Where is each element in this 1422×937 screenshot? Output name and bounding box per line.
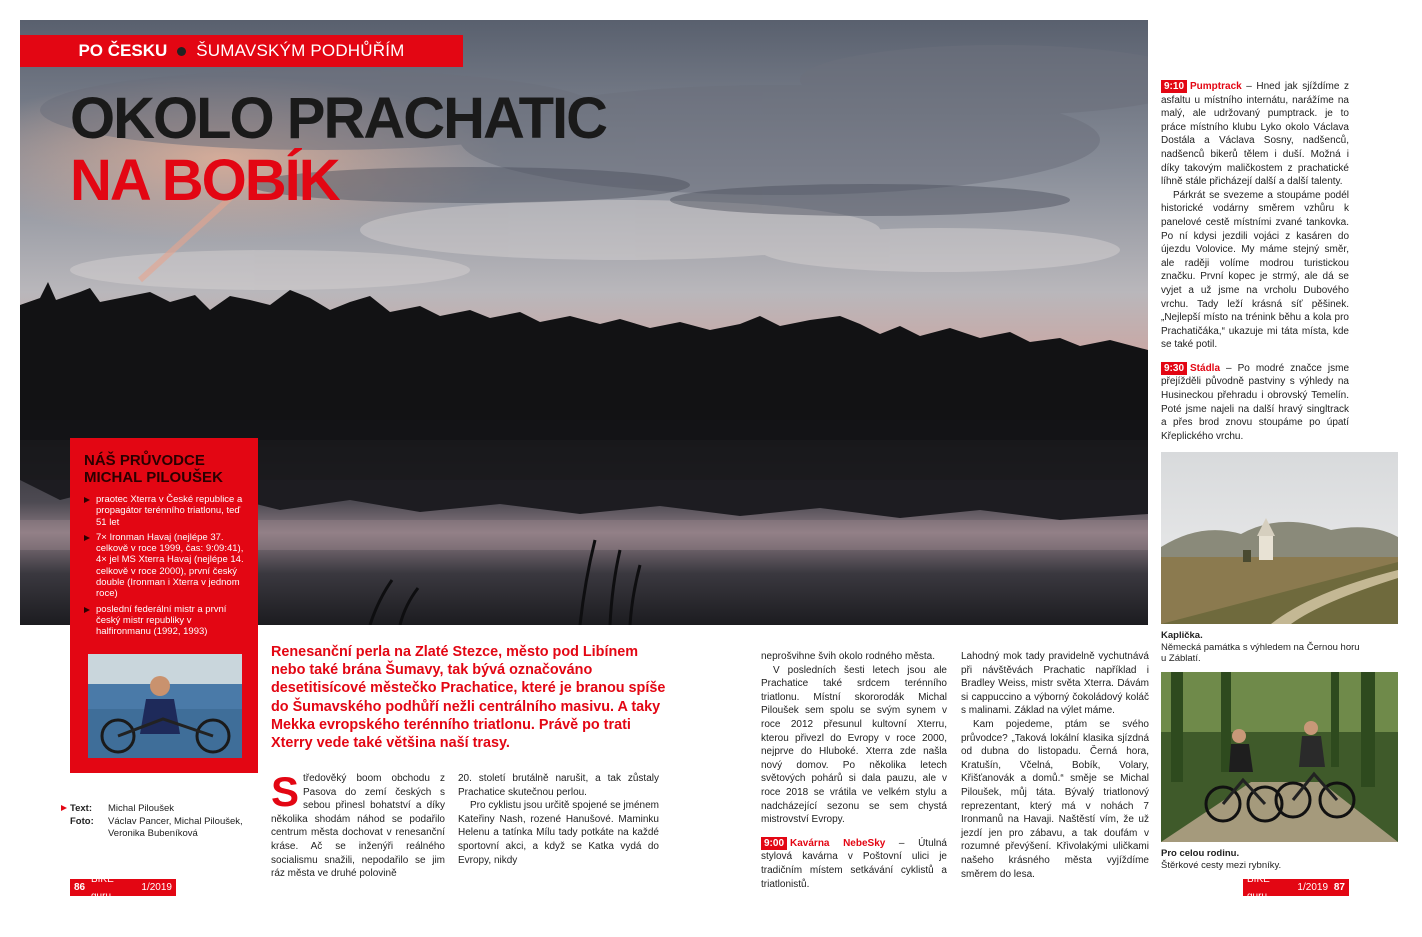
credits-photo-value: Václav Pancer, Michal Piloušek, Veronika Bubeníková: [108, 815, 243, 839]
section-kavarna: [761, 837, 947, 891]
caption-title: Pro celou rodinu.: [1161, 848, 1240, 859]
footer-right: [1243, 873, 1349, 902]
headline-line2: NA BOBÍK: [70, 148, 339, 213]
page-number-right: 87: [1333, 882, 1345, 893]
body-text: Kam pojedeme, ptám se svého průvodce? „Taková lokální klasika sjízdná od dubna do listopadu. Černá hora, Kratušín, Včelná, Bobík, Volary, Křišťanovák a domů.“ směje se Michal Piloušek, můj táta. Bývalý triatlonový reprezentant, který má v nohách 7 Ironmanů na Havaji. Naštěstí vím, že už jezdí jen pro zábavu, a tak doufám v rozumné převýšení. Křivolakými uličkami našeho krásného města vyjíždíme směrem do lesa.: [961, 718, 1149, 880]
guide-title-line2: MICHAL PILOUŠEK: [84, 469, 223, 486]
dropcap: S: [271, 768, 300, 815]
magazine-name-left: BIKE guru: [90, 873, 114, 902]
chapel-photo: [1161, 452, 1398, 624]
section-text: – Útulná stylová kavárna v Poštovní ulici je tradičním místem setkávání cyklistů a triatlonistů.: [761, 837, 947, 890]
guide-title: [84, 452, 246, 486]
guide-box: [70, 438, 258, 773]
body-column-4: [961, 650, 1149, 881]
magazine-name-right: BIKE guru: [1247, 873, 1270, 902]
chapel-caption: [1161, 630, 1361, 665]
credits-photo-row: [70, 816, 260, 841]
section-title: Stádla: [1190, 362, 1221, 374]
guide-item: poslední federální mistr a první český mistr republiky v halfironmanu (1992, 1993): [84, 604, 246, 638]
cyclists-caption: [1161, 848, 1381, 871]
section-text: – Hned jak sjíždíme z asfaltu u místního internátu, narážíme na malý, ale udržovaný pumptrack. je to práce místního klubu Lyko okolo Václava Dostála a Václava Sosny, nadšenců, nadšenců bikerů tělem i duší. Možná i díky takovým maličkostem z prachatické líhně stále přicházejí další a další talenty.: [1161, 81, 1349, 188]
section-text: – Po modré značce jsme přejížděli původně pastviny s výhledy na Husineckou přehradu i obrovský Temelín. Poté jsme najeli na další hravý singltrack a přes brod znovu stoupáme po úpatí Křeplického vrchu.: [1161, 362, 1349, 442]
body-text: Párkrát se svezeme a stoupáme podél historické vodárny směrem vzhůru k panelové cestě místními zvané tankovka. Po ní kdysi jezdili vojáci z kasáren do újezdu Volovice. My máme stejný směr, ale raději volíme modrou turistickou značku. První kopec je strmý, ale dá se vyjet a už jsme na vrcholu Dubového vrchu. Tady leží krásná síť pěšinek. „Nejlepší místo na trénink běhu a kola pro Prachatičáka,“ ukazuje mi táta místa, kde se také potil.: [1161, 189, 1349, 351]
headline: [70, 88, 770, 212]
headline-line1: OKOLO PRACHATIC: [70, 86, 607, 151]
body-column-2: [458, 772, 659, 867]
time-badge: 9:10: [1161, 80, 1187, 93]
credits-text-value: Michal Piloušek: [108, 803, 174, 814]
issue-right: 1/2019: [1297, 882, 1329, 893]
section-sub: ŠUMAVSKÝM PODHŮŘÍM: [196, 41, 405, 60]
body-text: Pro cyklistu jsou určitě spojené se jménem Kateřiny Nash, rozené Hanušové. Maminku Helenu a tatínka Mílu tady potkáte na každé sportovní akci, a když se Katka vydá do Evropy, nikdy: [458, 800, 659, 866]
section-main: PO ČESKU: [78, 41, 168, 60]
caption-text: Štěrkové cesty mezi rybníky.: [1161, 859, 1282, 871]
guide-item: praotec Xterra v České republice a propagátor terénního triatlonu, teď 51 let: [84, 494, 246, 528]
body-text: neprošvihne švih okolo rodného města.: [761, 651, 935, 662]
body-column-5: [1161, 80, 1349, 443]
guide-portrait-photo: [88, 654, 242, 758]
section-stadla: [1161, 362, 1349, 444]
time-badge: 9:30: [1161, 362, 1187, 375]
time-badge: 9:00: [761, 837, 787, 850]
section-dot-icon: [177, 47, 186, 56]
body-text: tředověký boom obchodu z Pasova do zemí českých s sebou přinesl bohatství a díky několika shodám náhod se podařilo centrum města dochovat v renesanční kráse. Ač se inženýři reálného socialismu snažili, nepodařilo se jim ráz města ve druhé polovině: [271, 773, 445, 880]
credits-photo-label: Foto:: [70, 815, 94, 827]
caption-title: Kaplička.: [1161, 630, 1203, 641]
guide-list: [84, 494, 246, 638]
body-text: Lahodný mok tady pravidelně vychutnává při návštěvách Prachatic například i Bradley Weiss, mistr světa Xterra. Dávám si cappuccino a výborný čokoládový koláč s malinami. Základ na výlet máme.: [961, 651, 1149, 717]
issue-left: 1/2019: [141, 882, 172, 893]
section-title: Pumptrack: [1190, 81, 1242, 92]
body-column-1: [271, 768, 445, 881]
footer-left: [70, 873, 176, 902]
body-text: V posledních šesti letech jsou ale Prachatice také srdcem terénního triatlonu. Místní skororodák Michal Piloušek sem spolu se svým synem v roce 2012 přesunul kultovní Xterru, kterou přivezl do Evropy v roce 2000, nejprve do Hluboké. Xterra zde našla nový domov. Po několika letech světových pohárů si dala pauzu, ale v roce 2018 se vrátila ve velkém stylu a nadcházející sezonu se sem chystá mistrovství Evropy.: [761, 664, 947, 826]
page-number-left: 86: [74, 882, 86, 893]
body-text: 20. století brutálně narušit, a tak zůstaly Prachatice skutečnou perlou.: [458, 773, 659, 798]
caption-text: Německá památka s výhledem na Černou horu u Záblatí.: [1161, 641, 1360, 664]
section-tag: [20, 35, 463, 67]
credits-arrow-icon: [61, 805, 67, 811]
guide-title-line1: NÁŠ PRŮVODCE: [84, 452, 205, 469]
guide-item: 7× Ironman Havaj (nejlépe 37. celkově v roce 1999, čas: 9:09:41), 4× jel MS Xterra Havaj (nejlépe 14. celkově v roce 2000), první český double (Ironman i Xterra v jednom roce): [84, 532, 246, 600]
section-title: Kavárna NebeSky: [790, 837, 886, 849]
credits: [70, 803, 260, 841]
credits-text-label: Text:: [70, 803, 92, 814]
lead-paragraph: Renesanční perla na Zlaté Stezce, město pod Libínem nebo také brána Šumavy, tak bývá označováno desetitisícové městečko Prachatice, které je branou spíše do Šumavského podhůří nežli centrálního masivu. A taky Mekka evropského terénního triatlonu. Právě po trati Xterry vede také většina naší trasy.: [271, 644, 666, 752]
credits-text-row: [70, 803, 260, 816]
section-pumptrack: [1161, 80, 1349, 189]
cyclists-photo: [1161, 672, 1398, 842]
body-column-3: [761, 650, 947, 891]
